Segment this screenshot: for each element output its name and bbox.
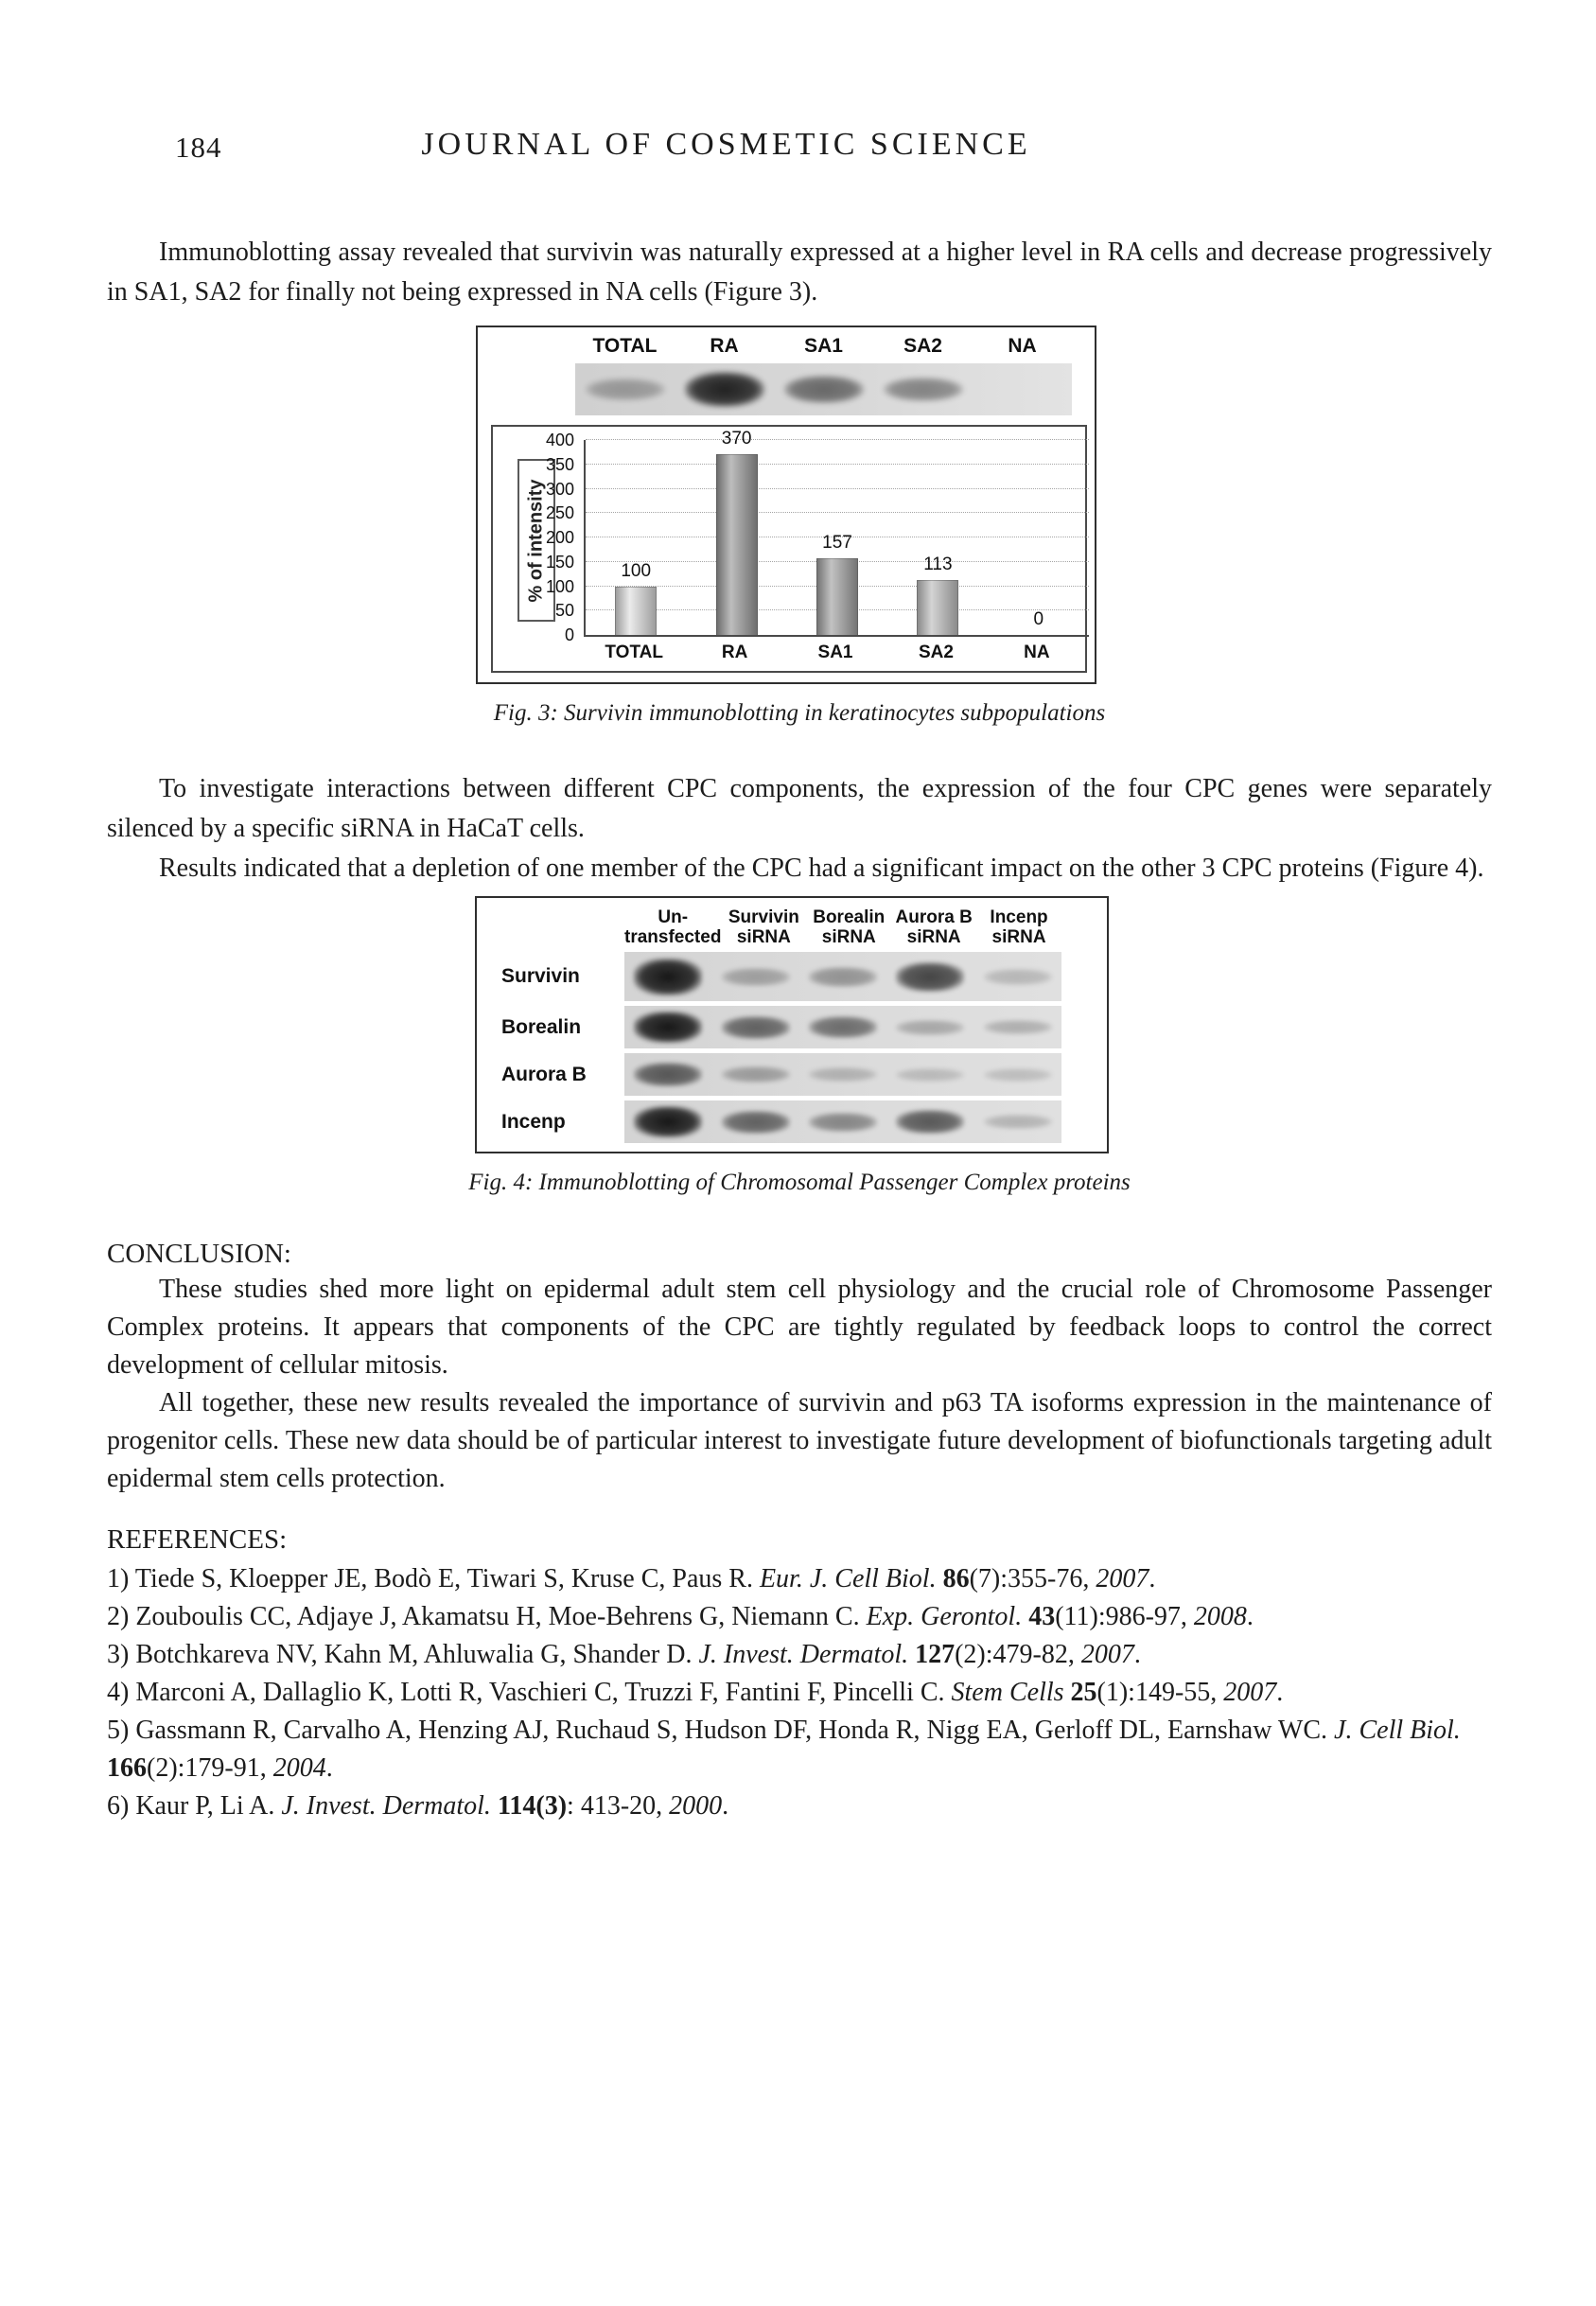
reference-segment: . <box>1246 1602 1254 1631</box>
blot-lane-ra <box>675 363 774 415</box>
x-axis-label-total: TOTAL <box>605 643 663 662</box>
conclusion-heading: CONCLUSION: <box>107 1239 291 1269</box>
reference-segment: Exp. Gerontol. <box>866 1602 1023 1631</box>
figure4-band <box>634 1063 702 1086</box>
reference-segment: 2000 <box>669 1791 723 1821</box>
figure4-column-header-5 <box>976 907 1061 947</box>
figure4-blot-strip <box>624 1006 1061 1048</box>
y-tick-400: 400 <box>545 431 574 449</box>
y-tick-250: 250 <box>545 503 574 523</box>
bar-value-label: 370 <box>721 429 752 449</box>
reference-segment: (11):986-97, <box>1055 1602 1194 1631</box>
reference-segment <box>491 1791 498 1821</box>
figure4-band <box>984 1115 1052 1129</box>
bar-sa1 <box>816 558 858 635</box>
figure4-band-lane-1 <box>624 1053 711 1096</box>
reference-segment: J. Invest. Dermatol. <box>698 1640 909 1669</box>
reference-segment <box>1064 1678 1071 1707</box>
y-tick-150: 150 <box>545 552 574 572</box>
figure3-blot-strip <box>575 363 1072 415</box>
x-axis-label-sa2: SA2 <box>918 643 954 662</box>
column-header-line: siRNA <box>821 927 876 947</box>
bar-lane-total <box>586 440 686 635</box>
figure4-band-lane-3 <box>799 1100 886 1143</box>
figure4-band-lane-4 <box>886 1100 973 1143</box>
figure4-band-lane-5 <box>974 1053 1061 1096</box>
blot-lane-sa2 <box>873 363 973 415</box>
figure4-band <box>896 962 964 992</box>
figure4-caption: Fig. 4: Immunoblotting of Chromosomal Passenger Complex proteins <box>468 1170 1131 1195</box>
blot-lane-sa1 <box>774 363 873 415</box>
figure4-band-lane-3 <box>799 952 886 1001</box>
figure4-column-header-2 <box>721 907 806 947</box>
page-content <box>0 233 1596 1825</box>
figure4-column-header-1 <box>624 907 721 947</box>
x-axis-labels <box>584 643 1087 663</box>
figure4-band <box>634 1012 702 1043</box>
figure4-blot-rows <box>477 952 1107 1143</box>
figure4-band-lane-4 <box>886 1006 973 1048</box>
blot-lane-label-sa1: SA1 <box>804 335 843 357</box>
reference-segment: 2008 <box>1193 1602 1247 1631</box>
figure4-band-lane-2 <box>711 952 798 1001</box>
reference-segment: . <box>325 1753 333 1783</box>
figure4-band <box>634 959 702 995</box>
figure4-band-lane-5 <box>974 952 1061 1001</box>
blot-lane-label-na: NA <box>1008 335 1037 357</box>
figure4-band-lane-3 <box>799 1006 886 1048</box>
reference-segment: . <box>722 1791 729 1821</box>
figure4-band-lane-2 <box>711 1053 798 1096</box>
figure4-column-headers <box>624 907 1061 947</box>
y-tick-100: 100 <box>545 576 574 596</box>
x-axis-label-na: NA <box>1024 643 1050 662</box>
reference-segment: 5) Gassmann R, Carvalho A, Henzing AJ, Ruchaud S, Hudson DF, Honda R, Nigg EA, Gerloff DL, Earnshaw WC. <box>107 1716 1335 1745</box>
figure4-band-lane-4 <box>886 1053 973 1096</box>
blot-lane-na <box>973 363 1072 415</box>
figure4-row-incenp <box>477 1100 1107 1143</box>
figure4-row-label: Incenp <box>501 1110 566 1133</box>
figure4-row-label: Survivin <box>501 965 580 987</box>
conclusion-paragraph-1: These studies shed more light on epidermal adult stem cell physiology and the crucial role of Chromosome Passenger Complex proteins. It appears that components of the CPC are tightly regulated by feedback loops to control the correct development of cellular mitosis. <box>107 1275 1492 1380</box>
column-header-line: transfected <box>624 927 722 947</box>
figure4-row-label: Aurora B <box>501 1063 587 1085</box>
blot-band <box>586 378 665 400</box>
figure4-band <box>809 1067 877 1082</box>
reference-item-5 <box>107 1712 1492 1787</box>
reference-segment: J. Invest. Dermatol. <box>281 1791 491 1821</box>
figure4-blot-strip <box>624 1053 1061 1096</box>
bar-value-label: 113 <box>923 554 953 574</box>
figure3-panel <box>476 326 1096 684</box>
figure4-row-borealin <box>477 1006 1107 1048</box>
column-header-line: siRNA <box>991 927 1046 947</box>
reference-segment: 2007 <box>1080 1640 1134 1669</box>
figure4-band <box>984 1020 1052 1034</box>
figure4-blot-strip <box>624 1100 1061 1143</box>
figure4-column-header-4 <box>891 907 976 947</box>
x-axis-label-ra: RA <box>721 643 748 662</box>
figure4-band-lane-1 <box>624 1100 711 1143</box>
reference-segment <box>937 1564 943 1593</box>
paragraph-immunoblotting: Immunoblotting assay revealed that survivin was naturally expressed at a higher level in RA cells and decrease progressively in SA1, SA2 for finally not being expressed in NA cells (Figure 3). <box>107 238 1492 307</box>
figure-4 <box>107 896 1492 1197</box>
column-header-line: Borealin <box>813 907 886 927</box>
reference-segment: (2):479-82, <box>955 1640 1081 1669</box>
reference-segment: 127 <box>915 1640 956 1669</box>
reference-segment: 166 <box>107 1753 147 1783</box>
figure4-band <box>722 1111 790 1134</box>
blot-lane-total <box>575 363 675 415</box>
reference-segment: (1):149-55, <box>1096 1678 1224 1707</box>
reference-item-4 <box>107 1674 1492 1712</box>
reference-segment: 86 <box>942 1564 970 1593</box>
reference-segment: 43 <box>1028 1602 1056 1631</box>
reference-item-2 <box>107 1598 1492 1636</box>
bar-sa2 <box>917 580 958 635</box>
reference-segment: 114(3) <box>497 1791 568 1821</box>
x-axis-label-sa1: SA1 <box>817 643 853 662</box>
bar-total <box>615 587 657 636</box>
reference-item-1 <box>107 1560 1492 1598</box>
reference-segment: J. Cell Biol. <box>1334 1716 1461 1745</box>
y-tick-200: 200 <box>545 528 574 547</box>
figure4-band <box>634 1106 702 1137</box>
column-header-line: siRNA <box>736 927 791 947</box>
figure4-band <box>984 969 1052 985</box>
figure4-column-header-3 <box>806 907 891 947</box>
bar-value-label: 157 <box>822 533 852 554</box>
references-heading: REFERENCES: <box>107 1524 288 1555</box>
bar-value-label: 100 <box>621 560 652 581</box>
reference-segment: : 413-20, <box>567 1791 670 1821</box>
figure4-blot-strip <box>624 952 1061 1001</box>
reference-segment: (2):179-91, <box>147 1753 273 1783</box>
figure4-band <box>722 1066 790 1083</box>
reference-segment: 25 <box>1070 1678 1097 1707</box>
figure4-band <box>896 1110 964 1134</box>
column-header-line: Survivin <box>728 907 799 927</box>
reference-segment: . <box>1133 1640 1141 1669</box>
page-header <box>0 0 1596 178</box>
reference-segment: 1) Tiede S, Kloepper JE, Bodò E, Tiwari S, Kruse C, Paus R. <box>107 1564 760 1593</box>
reference-item-3 <box>107 1636 1492 1674</box>
figure4-band-lane-3 <box>799 1053 886 1096</box>
y-tick-350: 350 <box>545 454 574 474</box>
column-header-line: Incenp <box>990 907 1048 927</box>
blot-band <box>685 372 764 407</box>
figure4-band-lane-2 <box>711 1100 798 1143</box>
figure4-band <box>722 968 790 986</box>
y-tick-0: 0 <box>564 625 574 644</box>
figure4-row-aurora-b <box>477 1053 1107 1096</box>
y-tick-300: 300 <box>545 479 574 499</box>
reference-segment: 2007 <box>1096 1564 1149 1593</box>
y-tick-50: 50 <box>554 601 574 621</box>
conclusion-paragraph-2: All together, these new results revealed the importance of survivin and p63 TA isoforms expression in the maintenance of progenitor cells. These new data should be of particular interest to investigate future development of biofunctionals targeting adult epidermal stem cells protection. <box>107 1388 1492 1493</box>
reference-segment: 2004 <box>272 1753 326 1783</box>
page-number: 184 <box>175 131 222 164</box>
bar-lane-sa2 <box>887 440 988 635</box>
column-header-line: Aurora B <box>895 907 973 927</box>
bar-lane-ra <box>686 429 786 635</box>
figure4-row-survivin <box>477 952 1107 1001</box>
bar-lane-na <box>989 440 1089 635</box>
bar-lane-sa1 <box>787 440 887 635</box>
figure4-band-lane-1 <box>624 1006 711 1048</box>
reference-segment: 4) Marconi A, Dallaglio K, Lotti R, Vaschieri C, Truzzi F, Fantini F, Pincelli C. <box>107 1678 952 1707</box>
references-list <box>107 1560 1492 1825</box>
journal-title: JOURNAL OF COSMETIC SCIENCE <box>421 127 1031 162</box>
reference-segment: . <box>1149 1564 1156 1593</box>
figure4-band <box>722 1016 790 1039</box>
blot-lane-label-sa2: SA2 <box>903 335 942 357</box>
figure4-band <box>809 1016 877 1038</box>
blot-band <box>884 378 963 402</box>
column-header-line: siRNA <box>906 927 961 947</box>
paragraph-cpc-silencing: To investigate interactions between different CPC components, the expression of the four CPC genes were separately silenced by a specific siRNA in HaCaT cells. <box>107 774 1492 843</box>
reference-segment: 2007 <box>1223 1678 1277 1707</box>
figure4-band <box>896 1068 964 1082</box>
reference-segment: (7):355-76, <box>969 1564 1096 1593</box>
reference-segment: . <box>1276 1678 1284 1707</box>
reference-item-6 <box>107 1787 1492 1825</box>
figure3-bar-chart <box>491 425 1087 673</box>
chart-plot-area <box>584 429 1089 637</box>
figure4-band-lane-2 <box>711 1006 798 1048</box>
figure4-row-label: Borealin <box>501 1015 582 1038</box>
column-header-line: Un- <box>658 907 689 927</box>
blot-lane-label-ra: RA <box>710 335 739 357</box>
figure3-lane-labels <box>575 335 1072 358</box>
paragraph-cpc-results: Results indicated that a depletion of one member of the CPC had a significant impact on the other 3 CPC proteins (Figure 4). <box>159 854 1484 883</box>
figure4-band <box>809 1113 877 1132</box>
figure4-band-lane-5 <box>974 1100 1061 1143</box>
figure3-caption: Fig. 3: Survivin immunoblotting in keratinocytes subpopulations <box>493 700 1106 726</box>
blot-band <box>784 376 864 403</box>
reference-segment: 6) Kaur P, Li A. <box>107 1791 282 1821</box>
figure4-band-lane-5 <box>974 1006 1061 1048</box>
reference-segment: 2) Zouboulis CC, Adjaye J, Akamatsu H, Moe-Behrens G, Niemann C. <box>107 1602 867 1631</box>
figure-3 <box>107 326 1492 728</box>
figure4-band <box>896 1020 964 1035</box>
figure4-band <box>809 967 877 987</box>
reference-segment: Stem Cells <box>951 1678 1064 1707</box>
reference-segment: 3) Botchkareva NV, Kahn M, Ahluwalia G, Shander D. <box>107 1640 699 1669</box>
y-axis-label: % of intensity <box>525 478 547 603</box>
reference-segment: Eur. J. Cell Biol. <box>759 1564 937 1593</box>
bar-ra <box>716 454 758 635</box>
figure4-band <box>984 1068 1052 1082</box>
blot-lane-label-total: TOTAL <box>592 335 658 357</box>
figure4-panel <box>475 896 1109 1153</box>
figure4-band-lane-1 <box>624 952 711 1001</box>
bar-value-label: 0 <box>1033 609 1044 629</box>
figure4-band-lane-4 <box>886 952 973 1001</box>
